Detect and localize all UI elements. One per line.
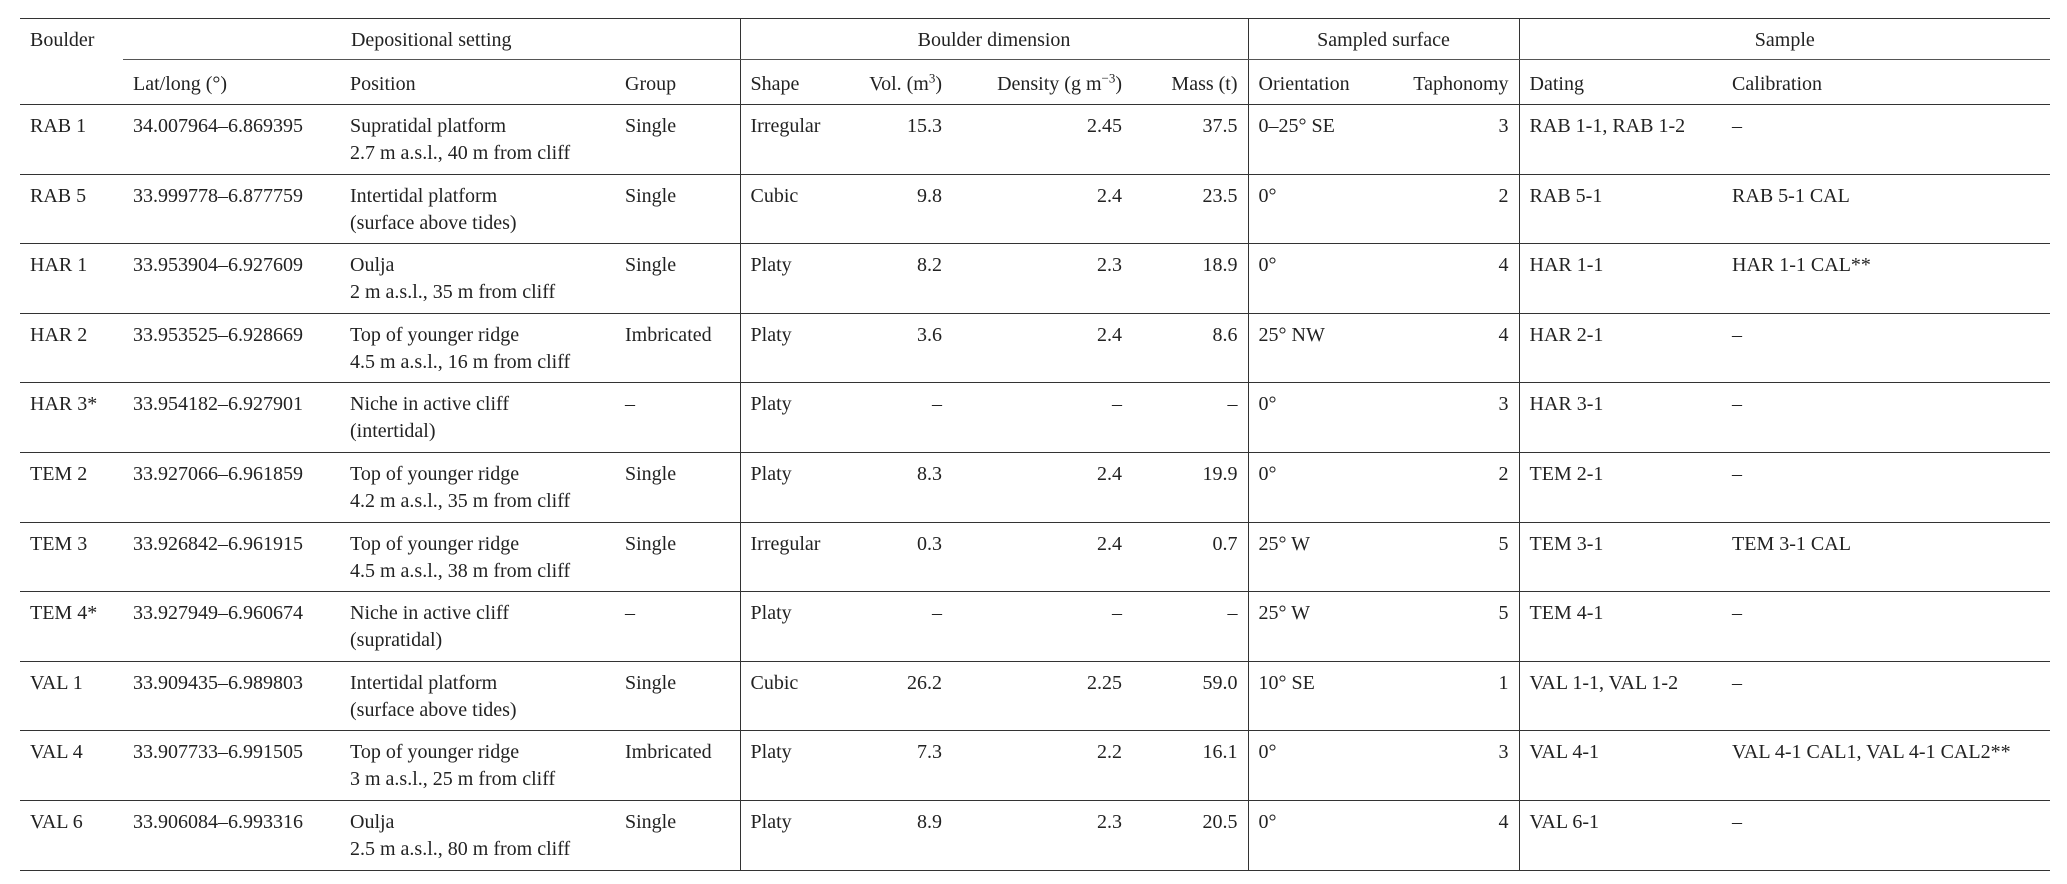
cell-orientation: 0° [1248, 731, 1378, 801]
cell-orientation: 0° [1248, 244, 1378, 314]
cell-boulder: TEM 2 [20, 452, 123, 522]
position-line-1: Supratidal platform [350, 115, 507, 137]
col-header-calibration: Calibration [1722, 60, 2050, 105]
cell-boulder: VAL 4 [20, 731, 123, 801]
cell-taphonomy: 4 [1378, 244, 1519, 314]
table-row [20, 592, 2050, 662]
cell-density: 2.45 [952, 105, 1132, 175]
cell-boulder: HAR 2 [20, 313, 123, 383]
cell-mass: – [1132, 592, 1248, 662]
cell-mass: 37.5 [1132, 105, 1248, 175]
cell-density: – [952, 383, 1132, 453]
cell-position [340, 105, 615, 175]
header-column-row [20, 60, 2050, 105]
cell-calibration: – [1722, 383, 2050, 453]
cell-density: 2.4 [952, 452, 1132, 522]
position-line-2: (surface above tides) [350, 211, 517, 234]
cell-position [340, 522, 615, 592]
position-line-1: Top of younger ridge [350, 462, 520, 485]
cell-taphonomy: 5 [1378, 522, 1519, 592]
cell-latlong: 34.007964–6.869395 [123, 105, 340, 175]
cell-orientation: 0° [1248, 174, 1378, 244]
cell-dating: HAR 3-1 [1519, 383, 1722, 453]
group-header-sampled-surface: Sampled surface [1248, 19, 1519, 60]
cell-taphonomy: 2 [1378, 452, 1519, 522]
position-line-1: Intertidal platform [350, 184, 498, 207]
cell-shape: Platy [740, 383, 845, 453]
position-line-2: 4.2 m a.s.l., 35 m from cliff [350, 489, 571, 512]
cell-orientation: 0° [1248, 383, 1378, 453]
cell-vol: 0.3 [845, 522, 952, 592]
position-line-1: Top of younger ridge [350, 741, 520, 764]
cell-vol: 8.2 [845, 244, 952, 314]
cell-group: Single [615, 174, 740, 244]
cell-vol: – [845, 592, 952, 662]
position-line-1: Niche in active cliff [350, 602, 510, 625]
group-header-sample: Sample [1519, 19, 2050, 60]
cell-density: 2.25 [952, 661, 1132, 731]
cell-calibration: – [1722, 800, 2050, 870]
cell-vol: 8.3 [845, 452, 952, 522]
table-row [20, 661, 2050, 731]
cell-position [340, 383, 615, 453]
col-header-density [952, 60, 1132, 105]
position-line-1: Top of younger ridge [350, 532, 520, 555]
position-line-1: Oulja [350, 810, 395, 833]
cell-shape: Platy [740, 452, 845, 522]
cell-boulder: TEM 4* [20, 592, 123, 662]
cell-latlong: 33.907733–6.991505 [123, 731, 340, 801]
col-header-orientation: Orientation [1248, 60, 1378, 105]
position-line-1: Niche in active cliff [350, 393, 510, 416]
cell-vol: – [845, 383, 952, 453]
table-row [20, 105, 2050, 175]
cell-group: Single [615, 244, 740, 314]
col-header-shape: Shape [740, 60, 845, 105]
cell-dating: TEM 3-1 [1519, 522, 1722, 592]
cell-density: – [952, 592, 1132, 662]
cell-taphonomy: 3 [1378, 731, 1519, 801]
cell-shape: Platy [740, 592, 845, 662]
cell-taphonomy: 4 [1378, 313, 1519, 383]
table-row [20, 800, 2050, 870]
cell-mass: 23.5 [1132, 174, 1248, 244]
col-header-position: Position [340, 60, 615, 105]
cell-taphonomy: 3 [1378, 383, 1519, 453]
cell-latlong: 33.999778–6.877759 [123, 174, 340, 244]
vol-label: Vol. (m [869, 72, 929, 95]
cell-shape: Platy [740, 800, 845, 870]
cell-shape: Cubic [740, 174, 845, 244]
position-line-2: (intertidal) [350, 420, 436, 443]
cell-calibration: – [1722, 313, 2050, 383]
cell-dating: HAR 1-1 [1519, 244, 1722, 314]
table-row [20, 383, 2050, 453]
density-exponent: −3 [1101, 69, 1116, 85]
cell-calibration: HAR 1-1 CAL** [1722, 244, 2050, 314]
cell-vol: 15.3 [845, 105, 952, 175]
cell-calibration: RAB 5-1 CAL [1722, 174, 2050, 244]
cell-vol: 7.3 [845, 731, 952, 801]
cell-density: 2.3 [952, 800, 1132, 870]
cell-shape: Irregular [740, 522, 845, 592]
cell-latlong: 33.927949–6.960674 [123, 592, 340, 662]
col-header-latlong: Lat/long (°) [123, 60, 340, 105]
cell-mass: 19.9 [1132, 452, 1248, 522]
cell-density: 2.4 [952, 522, 1132, 592]
cell-orientation: 10° SE [1248, 661, 1378, 731]
cell-latlong: 33.909435–6.989803 [123, 661, 340, 731]
cell-group: Single [615, 522, 740, 592]
cell-calibration: – [1722, 592, 2050, 662]
cell-position [340, 313, 615, 383]
cell-boulder: TEM 3 [20, 522, 123, 592]
col-header-boulder: Boulder [20, 19, 123, 60]
cell-orientation: 0–25° SE [1248, 105, 1378, 175]
cell-group: Imbricated [615, 313, 740, 383]
cell-vol: 8.9 [845, 800, 952, 870]
position-line-2: (surface above tides) [350, 698, 517, 721]
cell-latlong: 33.954182–6.927901 [123, 383, 340, 453]
cell-orientation: 0° [1248, 452, 1378, 522]
cell-orientation: 25° W [1248, 592, 1378, 662]
col-header-empty [20, 60, 123, 105]
col-header-group: Group [615, 60, 740, 105]
cell-boulder: RAB 5 [20, 174, 123, 244]
cell-position [340, 592, 615, 662]
col-header-dating: Dating [1519, 60, 1722, 105]
cell-group: Single [615, 105, 740, 175]
cell-group: Imbricated [615, 731, 740, 801]
position-line-1: Intertidal platform [350, 671, 498, 694]
density-close: ) [1115, 72, 1123, 95]
col-header-mass: Mass (t) [1132, 60, 1248, 105]
cell-latlong: 33.953904–6.927609 [123, 244, 340, 314]
position-line-2: 4.5 m a.s.l., 38 m from cliff [350, 559, 571, 582]
cell-boulder: HAR 3* [20, 383, 123, 453]
cell-group: – [615, 383, 740, 453]
cell-position [340, 731, 615, 801]
cell-vol: 26.2 [845, 661, 952, 731]
vol-close: ) [935, 72, 943, 95]
cell-density: 2.3 [952, 244, 1132, 314]
table-row [20, 452, 2050, 522]
cell-shape: Cubic [740, 661, 845, 731]
cell-position [340, 452, 615, 522]
col-header-volume [845, 60, 952, 105]
cell-latlong: 33.927066–6.961859 [123, 452, 340, 522]
cell-mass: – [1132, 383, 1248, 453]
table-row [20, 522, 2050, 592]
cell-dating: VAL 4-1 [1519, 731, 1722, 801]
table-body [20, 105, 2050, 871]
cell-taphonomy: 2 [1378, 174, 1519, 244]
density-label: Density (g m [997, 72, 1102, 95]
cell-density: 2.4 [952, 174, 1132, 244]
header-group-row [20, 19, 2050, 60]
cell-dating: VAL 6-1 [1519, 800, 1722, 870]
cell-group: Single [615, 800, 740, 870]
cell-shape: Platy [740, 731, 845, 801]
cell-position [340, 174, 615, 244]
table-row [20, 244, 2050, 314]
cell-mass: 18.9 [1132, 244, 1248, 314]
cell-orientation: 0° [1248, 800, 1378, 870]
group-header-depositional-setting: Depositional setting [123, 19, 740, 60]
cell-shape: Irregular [740, 105, 845, 175]
cell-group: – [615, 592, 740, 662]
cell-boulder: HAR 1 [20, 244, 123, 314]
position-line-2: 3 m a.s.l., 25 m from cliff [350, 768, 556, 791]
cell-calibration: – [1722, 105, 2050, 175]
boulder-data-table [20, 18, 2050, 871]
cell-mass: 20.5 [1132, 800, 1248, 870]
cell-taphonomy: 5 [1378, 592, 1519, 662]
table-row [20, 731, 2050, 801]
table-row [20, 174, 2050, 244]
cell-calibration: – [1722, 661, 2050, 731]
table-row [20, 313, 2050, 383]
cell-dating: HAR 2-1 [1519, 313, 1722, 383]
cell-taphonomy: 3 [1378, 105, 1519, 175]
position-line-2: 2.7 m a.s.l., 40 m from cliff [350, 142, 571, 164]
cell-mass: 16.1 [1132, 731, 1248, 801]
cell-shape: Platy [740, 313, 845, 383]
position-line-2: 2.5 m a.s.l., 80 m from cliff [350, 837, 571, 860]
cell-group: Single [615, 661, 740, 731]
cell-position [340, 244, 615, 314]
cell-vol: 9.8 [845, 174, 952, 244]
cell-latlong: 33.953525–6.928669 [123, 313, 340, 383]
cell-latlong: 33.926842–6.961915 [123, 522, 340, 592]
cell-dating: TEM 4-1 [1519, 592, 1722, 662]
cell-latlong: 33.906084–6.993316 [123, 800, 340, 870]
cell-shape: Platy [740, 244, 845, 314]
cell-dating: RAB 1-1, RAB 1-2 [1519, 105, 1722, 175]
cell-calibration: – [1722, 452, 2050, 522]
cell-orientation: 25° NW [1248, 313, 1378, 383]
cell-calibration: VAL 4-1 CAL1, VAL 4-1 CAL2** [1722, 731, 2050, 801]
cell-dating: TEM 2-1 [1519, 452, 1722, 522]
cell-mass: 59.0 [1132, 661, 1248, 731]
cell-density: 2.4 [952, 313, 1132, 383]
position-line-2: 2 m a.s.l., 35 m from cliff [350, 281, 556, 304]
cell-density: 2.2 [952, 731, 1132, 801]
cell-position [340, 800, 615, 870]
cell-taphonomy: 1 [1378, 661, 1519, 731]
group-header-boulder-dimension: Boulder dimension [740, 19, 1248, 60]
cell-vol: 3.6 [845, 313, 952, 383]
cell-position [340, 661, 615, 731]
cell-group: Single [615, 452, 740, 522]
cell-boulder: RAB 1 [20, 105, 123, 175]
cell-boulder: VAL 1 [20, 661, 123, 731]
cell-mass: 8.6 [1132, 313, 1248, 383]
position-line-1: Top of younger ridge [350, 323, 520, 346]
col-header-taphonomy: Taphonomy [1378, 60, 1519, 105]
position-line-1: Oulja [350, 254, 395, 277]
cell-calibration: TEM 3-1 CAL [1722, 522, 2050, 592]
cell-mass: 0.7 [1132, 522, 1248, 592]
position-line-2: (supratidal) [350, 629, 443, 652]
cell-dating: VAL 1-1, VAL 1-2 [1519, 661, 1722, 731]
cell-dating: RAB 5-1 [1519, 174, 1722, 244]
position-line-2: 4.5 m a.s.l., 16 m from cliff [350, 350, 571, 373]
cell-taphonomy: 4 [1378, 800, 1519, 870]
vol-exponent: 3 [928, 69, 936, 85]
cell-orientation: 25° W [1248, 522, 1378, 592]
cell-boulder: VAL 6 [20, 800, 123, 870]
